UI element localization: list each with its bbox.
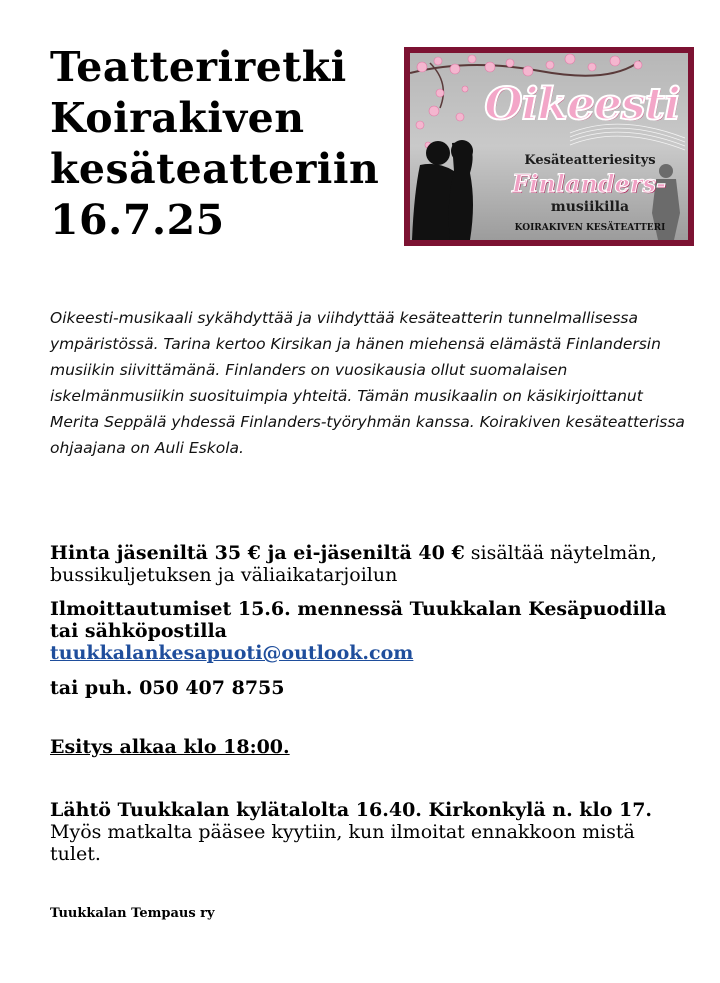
title-line: Teatteriretki — [50, 43, 347, 91]
poster-image — [404, 47, 694, 246]
poster-word: Oikeesti — [484, 79, 680, 130]
signup-bold: Ilmoittautumiset 15.6. mennessä Tuukkalan Kesäpuodilla tai sähköpostilla — [50, 598, 667, 642]
price-info — [50, 542, 690, 586]
departure-info — [50, 799, 690, 865]
price-rest: sisältää näytelmän, bussikuljetuksen ja väliaikatarjoilun — [50, 542, 657, 586]
price-bold: Hinta jäseniltä 35 € ja ei-jäseniltä 40 € — [50, 542, 465, 564]
departure-rest: Myös matkalta pääsee kyytiin, kun ilmoitat ennakkoon mistä tulet. — [50, 821, 635, 865]
start-time: Esitys alkaa klo 18:00. — [50, 736, 290, 758]
signup-info — [50, 598, 690, 664]
title-line: 16.7.25 — [50, 196, 225, 244]
poster-canvas — [410, 53, 688, 240]
title-line: kesäteatteriin — [50, 145, 380, 193]
organizer: Tuukkalan Tempaus ry — [50, 906, 215, 921]
poster-musiikilla: musiikilla — [550, 199, 630, 215]
title-line: Koirakiven — [50, 94, 305, 142]
intro-paragraph: Oikeesti-musikaali sykähdyttää ja viihdyttää kesäteatterin tunnelmallisessa ympäristössä. Tarina kertoo Kirsikan ja hänen miehensä elämästä Finlandersin musiikin siivittämänä. Finlanders on vuosikausia ollut suomalaisen iskelmänmusiikin suosituimpia yhteitä. Tämän musikaalin on käsikirjoittanut Merita Seppälä yhdessä Finlanders-työryhmän kanssa. Koirakiven kesäteatterissa ohjaajana on Auli Eskola. — [50, 309, 685, 457]
departure-bold: Lähtö Tuukkalan kylätalolta 16.40. Kirkonkylä n. klo 17. — [50, 799, 653, 821]
poster-finlanders: Finlanders- — [512, 169, 666, 198]
page-title — [50, 42, 410, 246]
poster-subtitle: Kesäteatteriesitys — [524, 153, 656, 168]
email-link[interactable]: tuukkalankesapuoti@outlook.com — [50, 642, 414, 664]
phone-info: tai puh. 050 407 8755 — [50, 677, 285, 699]
poster-venue: KOIRAKIVEN KESÄTEATTERI — [514, 223, 666, 233]
